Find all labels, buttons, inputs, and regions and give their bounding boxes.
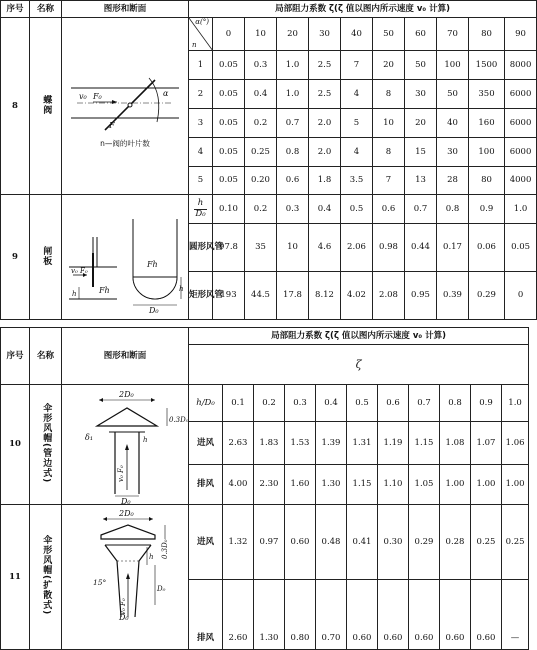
zeta-cell: 1.39: [316, 422, 347, 465]
zeta-cell: 160: [469, 109, 505, 138]
zeta-cell: 10: [373, 109, 405, 138]
zeta-cell: 0.60: [347, 580, 378, 650]
row8-name: 蝶阀: [30, 18, 62, 195]
zeta-cell: 20: [373, 51, 405, 80]
ratio-label: h/D₀: [189, 385, 223, 422]
zeta-cell: 0.4: [245, 80, 277, 109]
cap1-v0F0-label: v₀ F₀: [117, 464, 125, 482]
zeta-cell: 0.39: [437, 272, 469, 320]
zeta-cell: 0.25: [245, 138, 277, 167]
round-duct-label: 圆形风管: [189, 224, 213, 272]
cap2-0.3D0-label: 0.3D₀: [161, 539, 169, 559]
zeta-cell: 1.53: [285, 422, 316, 465]
zeta-cell: 0.60: [440, 580, 471, 650]
zeta-cell: 13: [405, 167, 437, 195]
zeta-cell: 6000: [505, 138, 537, 167]
zeta-cell: 1.31: [347, 422, 378, 465]
table-row: [1, 505, 529, 580]
gate-h-section-label: h: [179, 285, 184, 293]
zeta-cell: 1.10: [378, 465, 409, 505]
zeta-cell: 30: [437, 138, 469, 167]
angle-header: 50: [373, 18, 405, 51]
cap1-0.3D0-label: 0.3D₀: [169, 415, 189, 424]
header-no: 序号: [1, 1, 30, 18]
ratio-cell: 0.5: [341, 195, 373, 224]
zeta-cell: 0.60: [409, 580, 440, 650]
zeta-cell: 1.00: [502, 465, 529, 505]
n-value: 4: [189, 138, 213, 167]
ratio-cell: 1.0: [505, 195, 537, 224]
intake-label: 进风: [189, 505, 223, 580]
resistance-table-lower: [0, 327, 529, 650]
zeta-cell: 0.29: [469, 272, 505, 320]
zeta-cell: 0.80: [285, 580, 316, 650]
cap2-D0-side-label: D₀: [157, 585, 166, 593]
zeta-cell: 0.05: [213, 80, 245, 109]
header-coefficient: 局部阻力系数 ζ(ζ 值以图内所示速度 v₀ 计算): [189, 1, 537, 18]
zeta-cell: 0.20: [245, 167, 277, 195]
header-no: 序号: [1, 328, 30, 385]
gate-Fh-section-label: Fh: [147, 260, 158, 269]
ratio-cell: 0.7: [409, 385, 440, 422]
zeta-cell: 1.60: [285, 465, 316, 505]
zeta-cell: 35: [245, 224, 277, 272]
zeta-cell: 1.19: [378, 422, 409, 465]
intake-label: 进风: [189, 422, 223, 465]
zeta-cell: 0.60: [285, 505, 316, 580]
zeta-cell: 0.06: [469, 224, 505, 272]
zeta-cell: 0.44: [405, 224, 437, 272]
zeta-cell: 8: [373, 138, 405, 167]
zeta-cell: 4000: [505, 167, 537, 195]
zeta-cell: 17.8: [277, 272, 309, 320]
ratio-cell: 0.3: [277, 195, 309, 224]
zeta-cell: 4: [341, 80, 373, 109]
zeta-cell: 10: [277, 224, 309, 272]
zeta-cell: 1.05: [409, 465, 440, 505]
cap2-angle-label: 15°: [93, 578, 107, 587]
zeta-cell: 3.5: [341, 167, 373, 195]
angle-header: 20: [277, 18, 309, 51]
cap2-h-label: h: [149, 553, 154, 561]
zeta-cell: 30: [405, 80, 437, 109]
n-value: 3: [189, 109, 213, 138]
zeta-cell: 1.00: [440, 465, 471, 505]
ratio-cell: 0.3: [285, 385, 316, 422]
cap-straight-figure: [62, 385, 189, 505]
row8-no: 8: [1, 18, 30, 195]
ratio-cell: 0.10: [213, 195, 245, 224]
header-name: 名称: [30, 1, 62, 18]
ratio-cell: 0.6: [378, 385, 409, 422]
zeta-cell: 193: [213, 272, 245, 320]
ratio-cell: 1.0: [502, 385, 529, 422]
header-coefficient: 局部阻力系数 ζ(ζ 值以图内所示速度 v₀ 计算): [189, 328, 529, 345]
ratio-cell: 0.7: [405, 195, 437, 224]
zeta-cell: 1.06: [502, 422, 529, 465]
ratio-cell: 0.2: [245, 195, 277, 224]
exhaust-label: 排风: [189, 580, 223, 650]
zeta-cell: 2.06: [341, 224, 373, 272]
zeta-cell: 0.6: [277, 167, 309, 195]
valve-v0-label: v₀: [79, 92, 87, 101]
angle-header: 70: [437, 18, 469, 51]
gate-v0F0-label: v₀ F₀: [71, 267, 88, 275]
rect-duct-label: 矩形风管: [189, 272, 213, 320]
zeta-cell: 28: [437, 167, 469, 195]
table-row: [1, 385, 529, 422]
zeta-cell: 1500: [469, 51, 505, 80]
n-value: 1: [189, 51, 213, 80]
zeta-cell: 6000: [505, 80, 537, 109]
zeta-cell: 1.30: [254, 580, 285, 650]
zeta-cell: 2.63: [223, 422, 254, 465]
valve-F0-label: F₀: [93, 92, 102, 101]
zeta-cell: 0.98: [373, 224, 405, 272]
angle-header: 30: [309, 18, 341, 51]
zeta-cell: 1.15: [347, 465, 378, 505]
zeta-cell: 5: [341, 109, 373, 138]
angle-n-corner: α(°) n: [189, 18, 213, 51]
zeta-cell: 0.17: [437, 224, 469, 272]
angle-header: 90: [505, 18, 537, 51]
zeta-cell: 40: [437, 109, 469, 138]
ratio-cell: 0.4: [316, 385, 347, 422]
zeta-cell: 4.00: [223, 465, 254, 505]
zeta-cell: 0.05: [213, 51, 245, 80]
zeta-cell: 0.05: [213, 167, 245, 195]
ratio-cell: 0.5: [347, 385, 378, 422]
cap2-2D0-label: 2D₀: [119, 509, 134, 518]
zeta-cell: 1.0: [277, 80, 309, 109]
n-value: 5: [189, 167, 213, 195]
zeta-cell: 0.3: [245, 51, 277, 80]
ratio-cell: 0.9: [471, 385, 502, 422]
row11-no: 11: [1, 505, 30, 650]
zeta-cell: 100: [437, 51, 469, 80]
resistance-table-upper: [0, 0, 537, 320]
cap-diffuser-diagram: [63, 505, 187, 621]
zeta-cell: 0.48: [316, 505, 347, 580]
angle-header: 60: [405, 18, 437, 51]
zeta-cell: 2.30: [254, 465, 285, 505]
ratio-label: h D₀: [189, 195, 213, 224]
zeta-cell: 4.6: [309, 224, 341, 272]
zeta-cell: 0.8: [277, 138, 309, 167]
ratio-cell: 0.8: [440, 385, 471, 422]
cap2-v0F0-label: v₀ F₀: [119, 598, 127, 615]
gate-diagram: [63, 197, 187, 317]
ratio-cell: 0.4: [309, 195, 341, 224]
zeta-cell: 7: [341, 51, 373, 80]
zeta-cell: 50: [437, 80, 469, 109]
zeta-cell: 4.02: [341, 272, 373, 320]
row9-name: 闸板: [30, 195, 62, 320]
zeta-cell: 0.60: [471, 580, 502, 650]
zeta-cell: 0.29: [409, 505, 440, 580]
zeta-cell: 0.05: [505, 224, 537, 272]
zeta-cell: 1.00: [471, 465, 502, 505]
angle-header: 10: [245, 18, 277, 51]
zeta-cell: 8: [373, 80, 405, 109]
zeta-cell: 15: [405, 138, 437, 167]
zeta-cell: 0.25: [471, 505, 502, 580]
zeta-cell: 2.0: [309, 138, 341, 167]
exhaust-label: 排风: [189, 465, 223, 505]
angle-header: 80: [469, 18, 505, 51]
zeta-cell: 0.05: [213, 138, 245, 167]
zeta-cell: 97.8: [213, 224, 245, 272]
zeta-cell: 0.97: [254, 505, 285, 580]
angle-header: 40: [341, 18, 373, 51]
zeta-cell: 1.30: [316, 465, 347, 505]
row9-no: 9: [1, 195, 30, 320]
valve-alpha-label: α: [163, 89, 169, 98]
zeta-cell: 0.05: [213, 109, 245, 138]
zeta-cell: 2.60: [223, 580, 254, 650]
n-value: 2: [189, 80, 213, 109]
cap2-D0-label: D₀: [119, 613, 129, 622]
zeta-cell: 0: [505, 272, 537, 320]
row10-name: 伞形风帽(管边式): [30, 385, 62, 505]
zeta-cell: 0.95: [405, 272, 437, 320]
ratio-cell: 0.6: [373, 195, 405, 224]
zeta-cell: 0.25: [502, 505, 529, 580]
zeta-cell: 2.5: [309, 51, 341, 80]
butterfly-valve-diagram: [65, 46, 185, 166]
ratio-cell: 0.8: [437, 195, 469, 224]
zeta-cell: 0.2: [245, 109, 277, 138]
cap-diffuser-figure: [62, 505, 189, 650]
zeta-cell: 2.08: [373, 272, 405, 320]
butterfly-valve-figure: [62, 18, 189, 195]
cap1-D0-label: D₀: [121, 496, 131, 506]
row10-no: 10: [1, 385, 30, 505]
zeta-header: ζ: [189, 345, 529, 385]
zeta-cell: 2.0: [309, 109, 341, 138]
zeta-cell: 100: [469, 138, 505, 167]
zeta-cell: 0.28: [440, 505, 471, 580]
zeta-cell: 2.5: [309, 80, 341, 109]
valve-F-label: F: [109, 121, 115, 130]
valve-caption: n—阀的叶片数: [100, 139, 150, 148]
zeta-cell: —: [502, 580, 529, 650]
zeta-cell: 4: [341, 138, 373, 167]
zeta-cell: 1.8: [309, 167, 341, 195]
cap1-delta-label: δ₁: [85, 432, 94, 442]
zeta-cell: 1.07: [471, 422, 502, 465]
zeta-cell: 1.08: [440, 422, 471, 465]
header-figure: 图形和断面: [62, 1, 189, 18]
header-name: 名称: [30, 328, 62, 385]
zeta-cell: 6000: [505, 109, 537, 138]
ratio-cell: 0.1: [223, 385, 254, 422]
zeta-cell: 1.32: [223, 505, 254, 580]
angle-header: 0: [213, 18, 245, 51]
zeta-cell: 20: [405, 109, 437, 138]
zeta-cell: 8000: [505, 51, 537, 80]
ratio-cell: 0.9: [469, 195, 505, 224]
zeta-cell: 350: [469, 80, 505, 109]
zeta-cell: 50: [405, 51, 437, 80]
ratio-cell: 0.2: [254, 385, 285, 422]
gate-D0-label: D₀: [149, 306, 159, 315]
zeta-cell: 0.41: [347, 505, 378, 580]
zeta-cell: 7: [373, 167, 405, 195]
cap1-h-label: h: [143, 435, 148, 444]
gate-h-label: h: [72, 290, 77, 298]
zeta-cell: 0.60: [378, 580, 409, 650]
zeta-cell: 1.15: [409, 422, 440, 465]
zeta-cell: 80: [469, 167, 505, 195]
zeta-cell: 0.70: [316, 580, 347, 650]
zeta-cell: 44.5: [245, 272, 277, 320]
zeta-cell: 0.30: [378, 505, 409, 580]
row11-name: 伞形风帽(扩散式): [30, 505, 62, 650]
gate-Fh-label: Fh: [99, 286, 110, 295]
cap-straight-diagram: [63, 386, 187, 504]
gate-figure: [62, 195, 189, 320]
zeta-cell: 0.7: [277, 109, 309, 138]
header-figure: 图形和断面: [62, 328, 189, 385]
table-row: [1, 195, 537, 224]
zeta-cell: 8.12: [309, 272, 341, 320]
zeta-cell: 1.83: [254, 422, 285, 465]
cap1-2D0-label: 2D₀: [119, 389, 134, 399]
zeta-cell: 1.0: [277, 51, 309, 80]
